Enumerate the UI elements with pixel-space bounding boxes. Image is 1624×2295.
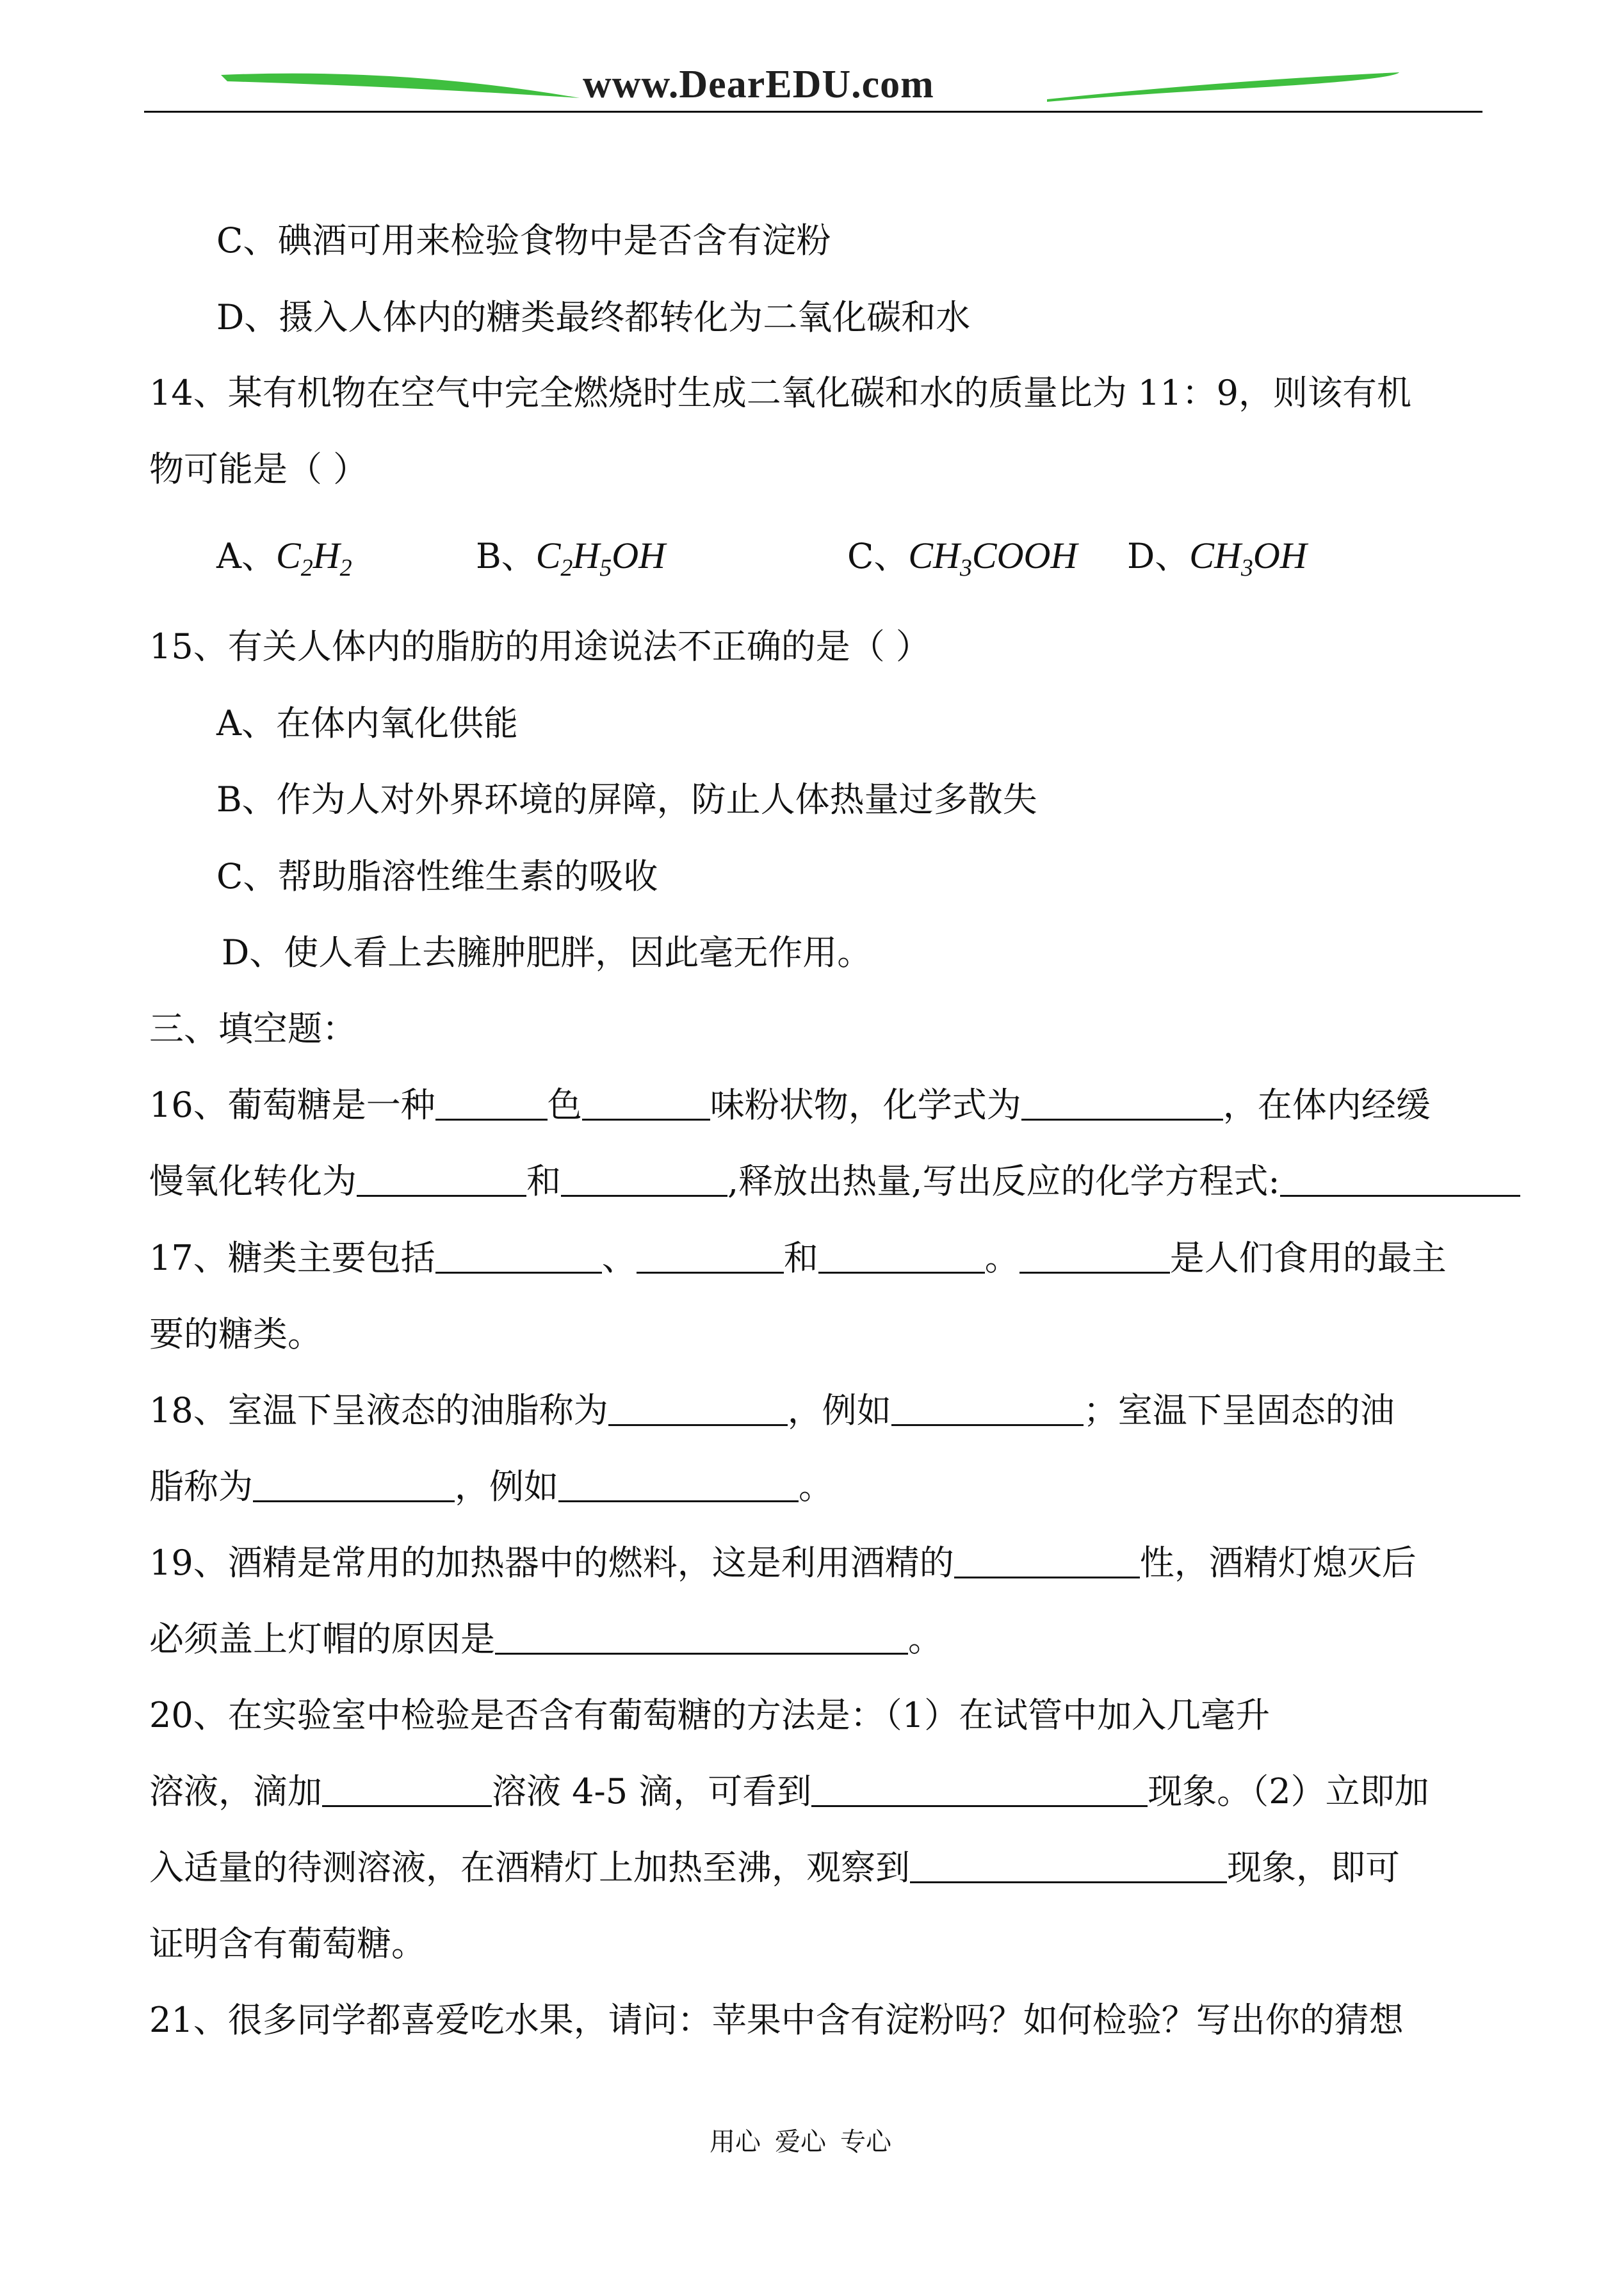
option-15b: B、作为人对外界环境的屏障，防止人体热量过多散失: [216, 779, 1037, 820]
question-16-line-2: 慢氧化转化为 和 ,释放出热量,写出反应的化学方程式:: [149, 1158, 1520, 1204]
answer-blank[interactable]: [891, 1391, 1084, 1426]
question-19-line-2: 必须盖上灯帽的原因是 。: [149, 1619, 943, 1659]
footer-item-2: 爱心: [775, 2127, 826, 2157]
footer-item-1: 用心: [710, 2127, 761, 2157]
answer-blank[interactable]: [435, 1238, 602, 1274]
question-17-line-2: 要的糖类。: [149, 1314, 322, 1354]
answer-blank[interactable]: [1019, 1238, 1170, 1274]
answer-blank[interactable]: [495, 1619, 908, 1655]
answer-blank[interactable]: [1280, 1162, 1520, 1197]
answer-blank[interactable]: [910, 1848, 1227, 1883]
answer-blank[interactable]: [811, 1772, 1148, 1807]
answer-blank[interactable]: [558, 1467, 799, 1502]
page-footer: [710, 2126, 905, 2158]
question-18-line-2: 脂称为 ，例如 。: [149, 1466, 833, 1507]
question-20-line-3: 入适量的待测溶液，在酒精灯上加热至沸，观察到 现象，即可: [149, 1847, 1400, 1888]
option-15c: C、帮助脂溶性维生素的吸收: [216, 856, 658, 896]
option-13d: D、摄入人体内的糖类最终都转化为二氧化碳和水: [216, 297, 971, 337]
answer-blank[interactable]: [561, 1162, 727, 1197]
question-14-line-1: 14、某有机物在空气中完全燃烧时生成二氧化碳和水的质量比为 11：9，则该有机: [149, 373, 1411, 413]
header-rule: [144, 111, 1482, 113]
q14-option-d: D、$CH_3OH$: [1127, 533, 1307, 580]
answer-blank[interactable]: [1021, 1085, 1223, 1121]
question-15: 15、有关人体内的脂肪的用途说法不正确的是（ ）: [149, 626, 930, 667]
formula-ch3oh: $CH_3OH$: [1189, 535, 1307, 581]
answer-blank[interactable]: [582, 1085, 710, 1121]
answer-blank[interactable]: [637, 1238, 784, 1274]
formula-c2h2: $C_2H_2$: [276, 535, 352, 581]
question-17-line-1: 17、糖类主要包括 、 和 。 是人们食用的最主: [149, 1238, 1447, 1278]
question-16-line-1: 16、葡萄糖是一种 色 味粉状物，化学式为 ，在体内经缓: [149, 1085, 1431, 1125]
answer-blank[interactable]: [253, 1467, 455, 1502]
footer-item-3: 专心: [840, 2127, 891, 2157]
q14-option-b: B、$C_2H_5OH$: [476, 533, 665, 580]
question-20-line-2: 溶液，滴加 溶液 4-5 滴，可看到 现象。（2）立即加: [149, 1771, 1429, 1812]
question-21-line-1: 21、很多同学都喜爱吃水果，请问：苹果中含有淀粉吗？如何检验？写出你的猜想: [149, 2000, 1404, 2040]
right-swoosh: [1047, 72, 1399, 102]
question-19-line-1: 19、酒精是常用的加热器中的燃料，这是利用酒精的 性，酒精灯熄灭后: [149, 1543, 1417, 1583]
question-18-line-1: 18、室温下呈液态的油脂称为 ，例如 ；室温下呈固态的油: [149, 1390, 1395, 1431]
option-15d: D、使人看上去臃肿肥胖，因此毫无作用。: [222, 932, 872, 973]
q14-option-c: C、$CH_3COOH$: [847, 533, 1077, 580]
question-20-line-1: 20、在实验室中检验是否含有葡萄糖的方法是：（1）在试管中加入几毫升: [149, 1695, 1271, 1735]
q14-option-a: A、$C_2H_2$: [216, 533, 352, 580]
left-swoosh: [221, 74, 580, 98]
answer-blank[interactable]: [357, 1162, 526, 1197]
answer-blank[interactable]: [322, 1772, 492, 1807]
formula-ch3cooh: $CH_3COOH$: [908, 535, 1078, 581]
formula-c2h5oh: $C_2H_5OH$: [535, 535, 666, 581]
page-header: [144, 61, 1482, 118]
answer-blank[interactable]: [954, 1543, 1140, 1578]
answer-blank[interactable]: [818, 1238, 985, 1274]
question-20-line-4: 证明含有葡萄糖。: [149, 1924, 426, 1964]
answer-blank[interactable]: [608, 1391, 788, 1426]
site-logo-text: www.DearEDU.com: [583, 63, 934, 106]
section-heading-fill-in: 三、填空题：: [149, 1009, 357, 1049]
question-14-line-2: 物可能是（ ）: [149, 449, 368, 489]
option-15a: A、在体内氧化供能: [216, 703, 518, 743]
option-13c: C、碘酒可用来检验食物中是否含有淀粉: [216, 220, 831, 261]
answer-blank[interactable]: [435, 1085, 548, 1121]
